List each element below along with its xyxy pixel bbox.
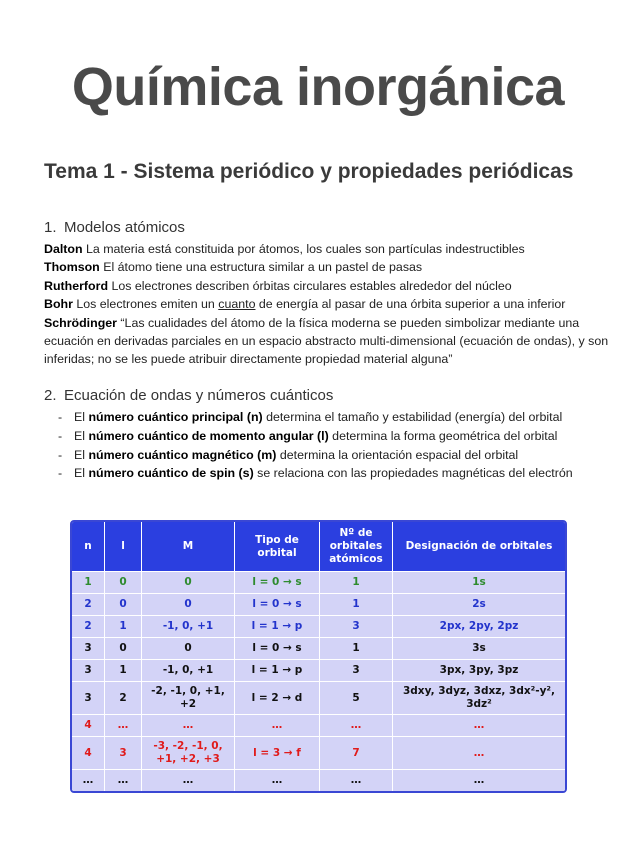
cell-designation: 3dxy, 3dyz, 3dxz, 3dx²-y², 3dz² <box>393 681 565 714</box>
cell-type: l = 0 → s <box>235 593 320 615</box>
section-2-number: 2. <box>44 387 57 404</box>
item-text: El <box>74 410 89 424</box>
list-item: - El número cuántico de spin (s) se relaciona con las propiedades magnéticas del electrón <box>58 466 573 481</box>
model-name: Thomson <box>44 260 100 275</box>
model-text: “Las cualidades del átomo de la física moderna se pueden simbolizar mediante una ecuación en derivadas parciales en un espacio abstracto multi-dimensional (ecuación de ondas), y son inferidas; no se les puede atribuir directamente propiedad material alguna” <box>44 315 609 367</box>
cell-l: 0 <box>105 571 142 593</box>
header-m: M <box>142 522 235 571</box>
cell-designation: 3px, 3py, 3pz <box>393 659 565 681</box>
cell-count: 1 <box>320 571 393 593</box>
page-title: Química inorgánica <box>71 57 565 117</box>
cell-type: l = 2 → d <box>235 681 320 714</box>
cell-l: 2 <box>105 681 142 714</box>
model-text: Los electrones describen órbitas circulares estables alrededor del núcleo <box>108 278 512 293</box>
header-orbital-count: Nº de orbitales atómicos <box>320 522 393 571</box>
cell-m: -1, 0, +1 <box>142 615 235 637</box>
table-row <box>72 571 565 593</box>
model-thomson <box>44 258 614 276</box>
model-text: La materia está constituida por átomos, los cuales son partículas indestructibles <box>82 242 525 256</box>
cell-count: 1 <box>320 637 393 659</box>
table-row <box>72 659 565 681</box>
header-designation: Designación de orbitales <box>393 522 565 571</box>
cell-l: 0 <box>105 637 142 659</box>
section-2-heading <box>44 386 333 406</box>
section-1-number: 1. <box>44 219 57 236</box>
section-1-heading <box>44 218 185 238</box>
cell-n: 2 <box>72 615 105 637</box>
cell-n: … <box>72 769 105 791</box>
model-name: Bohr <box>44 297 73 312</box>
table-row <box>72 637 565 659</box>
list-item: - El número cuántico principal (n) determina el tamaño y estabilidad (energía) del orbital <box>58 410 563 424</box>
cell-designation: … <box>393 736 565 769</box>
cell-n: 1 <box>72 571 105 593</box>
cell-n: 3 <box>72 637 105 659</box>
cell-n: 3 <box>72 681 105 714</box>
quantum-numbers-list <box>58 408 628 483</box>
model-schrodinger <box>44 314 614 369</box>
cell-m: 0 <box>142 637 235 659</box>
cell-l: 1 <box>105 615 142 637</box>
item-text: determina el tamaño y estabilidad (energía) del orbital <box>262 410 563 424</box>
model-bohr <box>44 295 614 313</box>
header-l: l <box>105 522 142 571</box>
item-bold: número cuántico de spin (s) <box>88 466 254 481</box>
table-row <box>72 769 565 791</box>
header-orbital-type: Tipo de orbital <box>235 522 320 571</box>
cell-n: 4 <box>72 714 105 736</box>
cell-l: 0 <box>105 593 142 615</box>
cell-l: … <box>105 769 142 791</box>
cell-type: … <box>235 769 320 791</box>
cell-count: … <box>320 769 393 791</box>
model-name: Dalton <box>44 242 83 256</box>
quantum-numbers-table <box>70 520 567 793</box>
model-dalton <box>44 240 614 258</box>
cell-type: l = 1 → p <box>235 615 320 637</box>
cell-designation: 2s <box>393 593 565 615</box>
table-row <box>72 736 565 769</box>
model-text: Los electrones emiten un <box>72 297 219 312</box>
table-row <box>72 593 565 615</box>
item-bold: número cuántico magnético (m) <box>88 447 277 462</box>
model-text-underlined: cuanto <box>218 297 256 312</box>
cell-m: 0 <box>142 571 235 593</box>
section-2-title: Ecuación de ondas y números cuánticos <box>64 387 334 404</box>
cell-n: 3 <box>72 659 105 681</box>
cell-n: 4 <box>72 736 105 769</box>
model-name: Schrödinger <box>44 315 117 330</box>
cell-m: -3, -2, -1, 0, +1, +2, +3 <box>142 736 235 769</box>
cell-type: l = 3 → f <box>235 736 320 769</box>
cell-type: … <box>235 714 320 736</box>
topic-title: Tema 1 - Sistema periódico y propiedades periódicas <box>44 160 574 183</box>
cell-type: l = 1 → p <box>235 659 320 681</box>
cell-designation: 3s <box>393 637 565 659</box>
table-row <box>72 714 565 736</box>
cell-m: 0 <box>142 593 235 615</box>
table-row <box>72 615 565 637</box>
cell-designation: 2px, 2py, 2pz <box>393 615 565 637</box>
model-text: de energía al pasar de una órbita superior a una inferior <box>255 297 566 312</box>
cell-m: -1, 0, +1 <box>142 659 235 681</box>
item-text: El <box>74 466 89 481</box>
cell-m: … <box>142 714 235 736</box>
cell-count: 7 <box>320 736 393 769</box>
cell-designation: … <box>393 769 565 791</box>
cell-count: 1 <box>320 593 393 615</box>
cell-l: 1 <box>105 659 142 681</box>
cell-count: 3 <box>320 615 393 637</box>
cell-l: … <box>105 714 142 736</box>
cell-type: l = 0 → s <box>235 637 320 659</box>
list-item: - El número cuántico magnético (m) determina la orientación espacial del orbital <box>58 447 519 462</box>
header-n: n <box>72 522 105 571</box>
section-1-title: Modelos atómicos <box>64 219 185 236</box>
model-rutherford <box>44 277 614 295</box>
item-text: El <box>74 447 89 462</box>
model-name: Rutherford <box>44 278 109 293</box>
cell-designation: … <box>393 714 565 736</box>
cell-count: … <box>320 714 393 736</box>
cell-designation: 1s <box>393 571 565 593</box>
item-text: El <box>74 428 89 443</box>
cell-type: l = 0 → s <box>235 571 320 593</box>
item-text: determina la forma geométrica del orbital <box>328 428 558 443</box>
model-text: El átomo tiene una estructura similar a un pastel de pasas <box>99 260 423 275</box>
cell-m: -2, -1, 0, +1, +2 <box>142 681 235 714</box>
item-text: determina la orientación espacial del orbital <box>276 447 519 462</box>
table-header-row <box>72 522 565 571</box>
list-item: - El número cuántico de momento angular (l) determina la forma geométrica del orbital <box>58 428 558 443</box>
item-text: se relaciona con las propiedades magnéticas del electrón <box>253 466 573 481</box>
cell-n: 2 <box>72 593 105 615</box>
cell-m: … <box>142 769 235 791</box>
table-row <box>72 681 565 714</box>
cell-l: 3 <box>105 736 142 769</box>
item-bold: número cuántico de momento angular (l) <box>88 428 329 443</box>
item-bold: número cuántico principal (n) <box>88 410 263 424</box>
cell-count: 5 <box>320 681 393 714</box>
cell-count: 3 <box>320 659 393 681</box>
atomic-models-list <box>44 240 614 369</box>
